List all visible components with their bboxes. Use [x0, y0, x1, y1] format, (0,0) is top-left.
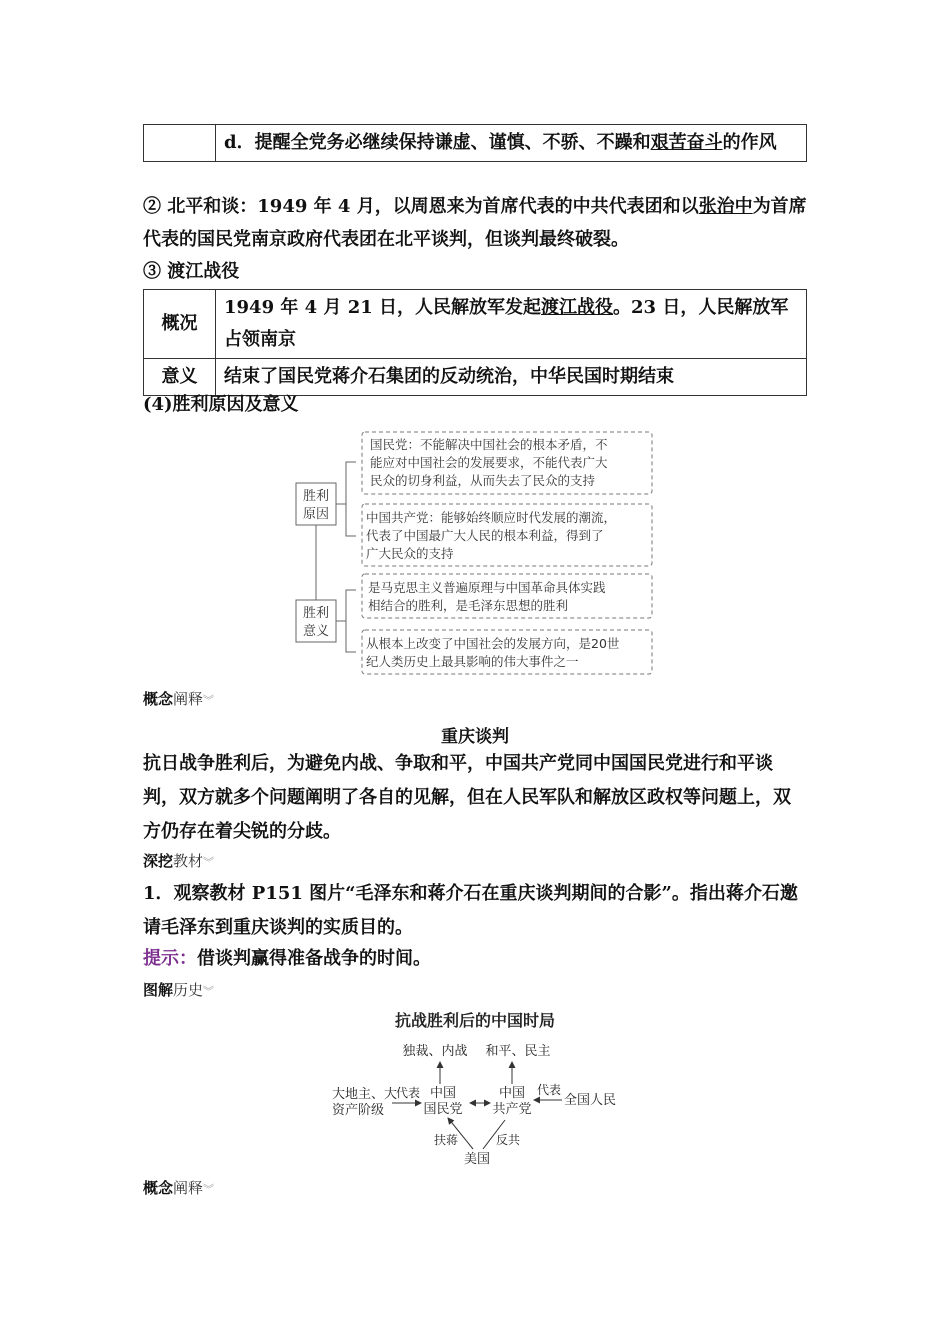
row-d-text: d．提醒全党务必继续保持谦虚、谨慎、不骄、不躁和艰苦奋斗的作风 [216, 125, 807, 162]
meaning-marxism-line1: 是马克思主义普遍原理与中国革命具体实践 [368, 580, 606, 595]
reason-cpc-line3: 广大民众的支持 [366, 546, 454, 561]
concept-section-label: 概念阐释︾ [143, 690, 215, 708]
table-row-d [143, 124, 807, 162]
concept-section-label-2: 概念阐释︾ [143, 1179, 215, 1197]
meaning-box-line1: 胜利 [302, 606, 330, 621]
situation-diagram [320, 1006, 640, 1171]
deep-section-label: 深挖教材︾ [143, 852, 215, 870]
reason-cpc-line2: 代表了中国最广大人民的根本利益，得到了 [366, 528, 604, 543]
dictator-label: 独裁、内战 [402, 1044, 468, 1059]
represent2-label: 代表 [536, 1083, 562, 1097]
victory-heading: (4)胜利原因及意义 [143, 394, 299, 415]
cpc-line2: 共产党 [492, 1102, 532, 1117]
overview-text: 1949 年 4 月 21 日，人民解放军发起渡江战役。23 日，人民解放军占领南京 [216, 290, 807, 359]
reason-kmt-line2: 能应对中国社会的发展要求，不能代表广大 [370, 455, 608, 470]
reason-kmt-line1: 国民党：不能解决中国社会的根本矛盾，不 [370, 437, 608, 452]
cpc-line1: 中国 [498, 1086, 526, 1101]
people-label: 全国人民 [564, 1093, 617, 1108]
concept-text: 抗日战争胜利后，为避免内战、争取和平，中国共产党同中国国民党进行和平谈判，双方就多个问题阐明了各自的见解，但在人民军队和解放区政权等问题上，双方仍存在着尖锐的分歧。 [143, 753, 791, 842]
reason-kmt-line3: 民众的切身利益，从而失去了民众的支持 [370, 473, 596, 488]
chevron-down-icon: ︾ [203, 1183, 215, 1196]
chevron-down-icon: ︾ [203, 856, 215, 869]
peace-talks-paragraph: ② 北平和谈：1949 年 4 月，以周恩来为首席代表的中共代表团和以张治中为首席代表的国民党南京政府代表团在北平谈判，但谈判最终破裂。 [143, 196, 807, 250]
kmt-line1: 中国 [429, 1086, 457, 1101]
anti-communist-label: 反共 [495, 1133, 521, 1147]
chevron-down-icon: ︾ [203, 985, 215, 998]
landlords-line1: 大地主、大 [332, 1087, 398, 1102]
meaning-history-line1: 从根本上改变了中国社会的发展方向，是20世 [366, 636, 620, 651]
question-text: 1．观察教材 P151 图片“毛泽东和蒋介石在重庆谈判期间的合影”。指出蒋介石邀请毛泽东到重庆谈判的实质目的。 [143, 883, 798, 938]
usa-label: 美国 [463, 1152, 491, 1167]
underlined-term: 艰苦奋斗 [650, 132, 723, 153]
victory-diagram [290, 428, 660, 678]
empty-cell [144, 125, 216, 162]
chevron-down-icon: ︾ [203, 694, 215, 707]
meaning-marxism-line2: 相结合的胜利，是毛泽东思想的胜利 [368, 598, 569, 613]
diagram-title: 抗战胜利后的中国时局 [394, 1011, 556, 1030]
overview-label: 概况 [144, 290, 216, 359]
meaning-bracket [336, 590, 356, 652]
hint-text: 借谈判赢得准备战争的时间。 [197, 948, 431, 969]
reason-box-line1: 胜利 [302, 489, 330, 504]
concept-title: 重庆谈判 [441, 727, 509, 747]
reason-cpc-line1: 中国共产党：能够始终顺应时代发展的潮流， [366, 510, 617, 525]
reason-bracket [336, 462, 356, 536]
meaning-label: 意义 [144, 359, 216, 396]
meaning-text: 结束了国民党蒋介石集团的反动统治，中华民国时期结束 [216, 359, 807, 396]
hint [143, 942, 807, 976]
hint-label: 提示： [143, 948, 197, 969]
peace-label: 和平、民主 [485, 1044, 551, 1059]
meaning-box-line2: 意义 [302, 624, 330, 639]
landlords-line2: 资产阶级 [332, 1103, 385, 1118]
support-chiang-label: 扶蒋 [433, 1133, 459, 1147]
crossing-heading: ③ 渡江战役 [143, 261, 240, 282]
crossing-table [143, 289, 807, 396]
meaning-history-line2: 纪人类历史上最具影响的伟大事件之一 [366, 654, 579, 669]
reason-box-line2: 原因 [302, 507, 330, 522]
kmt-line2: 国民党 [423, 1102, 463, 1117]
represent1-label: 代表 [395, 1086, 421, 1100]
underlined-name: 张治中 [698, 196, 753, 217]
illus-section-label: 图解历史︾ [143, 981, 215, 999]
